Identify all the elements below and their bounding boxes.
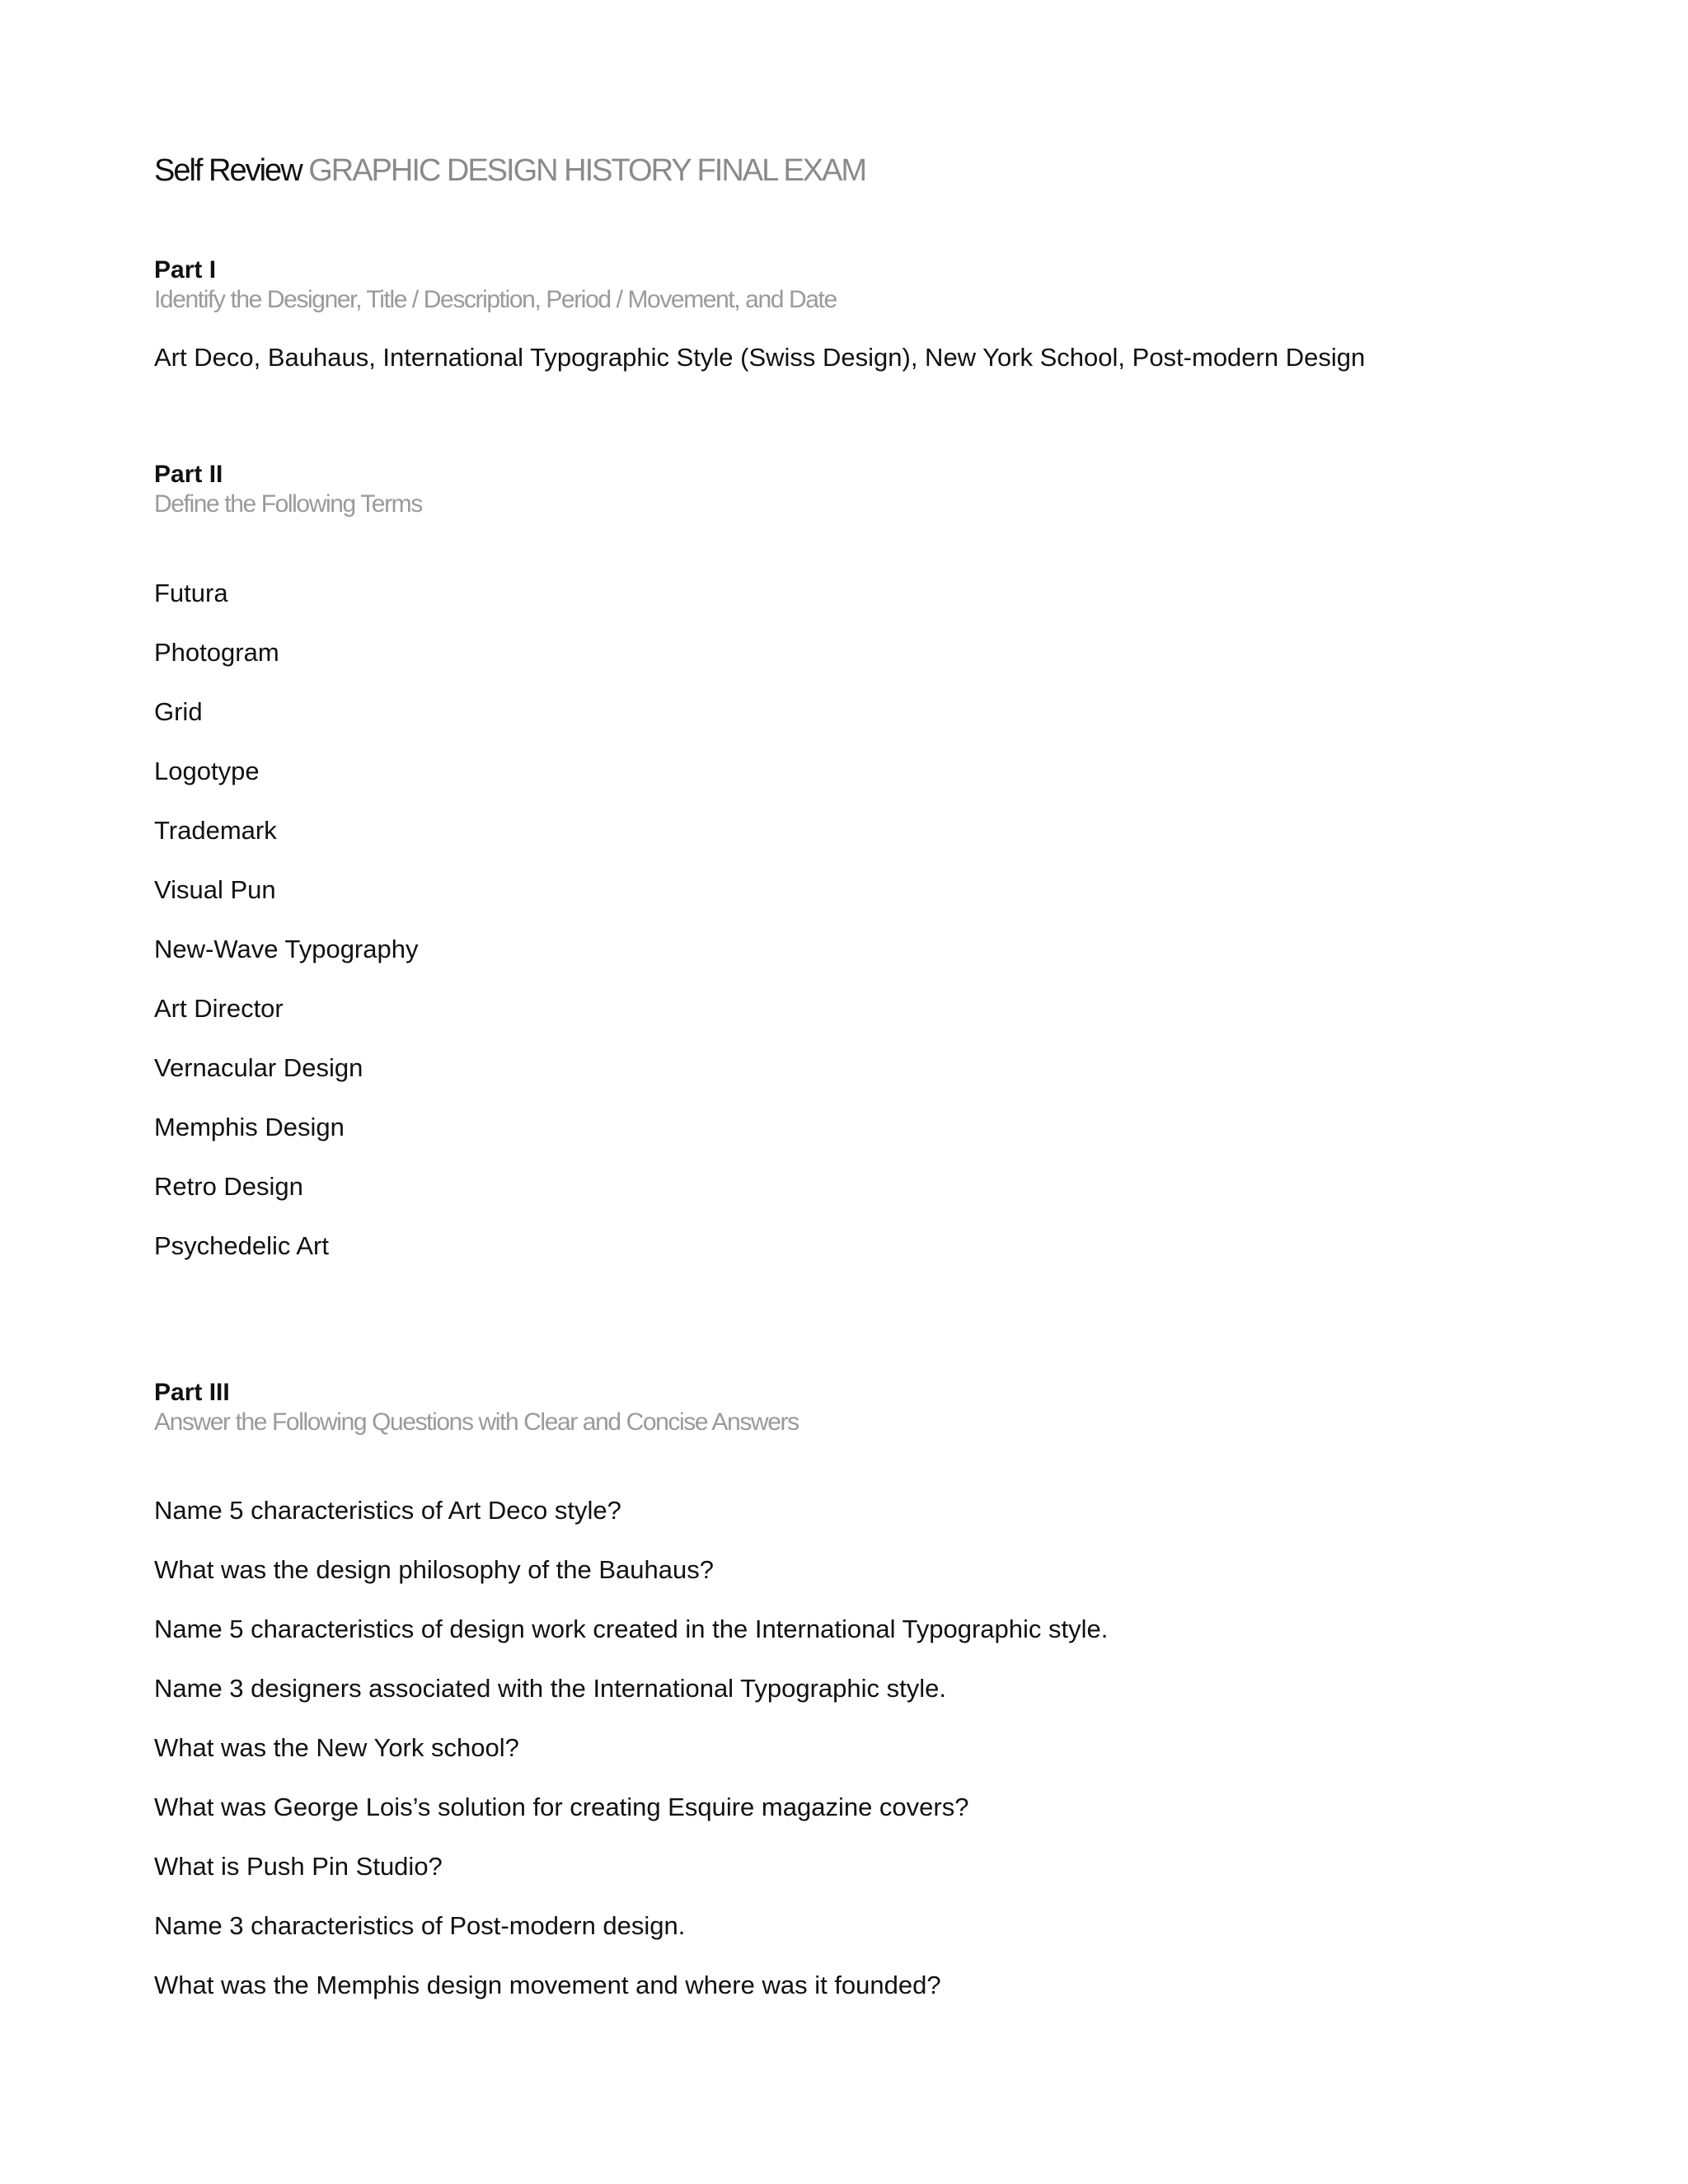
question-item: What was the New York school? <box>154 1733 519 1762</box>
question-item: Name 5 characteristics of design work created in the International Typographic style. <box>154 1615 1109 1643</box>
part2-heading: Part II <box>154 461 223 488</box>
part1-movements: Art Deco, Bauhaus, International Typographic Style (Swiss Design), New York School, Post-modern Design <box>154 343 1366 372</box>
term-item: Futura <box>154 579 228 607</box>
question-item: What was the design philosophy of the Bauhaus? <box>154 1555 715 1584</box>
question-item: Name 3 characteristics of Post-modern design. <box>154 1911 686 1940</box>
part1-subheading: Identify the Designer, Title / Description, Period / Movement, and Date <box>154 286 837 313</box>
term-item: Art Director <box>154 994 284 1023</box>
document-title <box>154 153 865 189</box>
term-item: Trademark <box>154 816 277 845</box>
part1-heading: Part I <box>154 256 217 284</box>
part2-subheading: Define the Following Terms <box>154 490 422 518</box>
title-main: GRAPHIC DESIGN HISTORY FINAL EXAM <box>308 153 866 188</box>
term-item: Visual Pun <box>154 875 276 904</box>
term-item: Photogram <box>154 638 279 667</box>
question-item: What was George Lois’s solution for creating Esquire magazine covers? <box>154 1793 969 1821</box>
question-item: What was the Memphis design movement and where was it founded? <box>154 1971 941 1999</box>
question-item: Name 3 designers associated with the International Typographic style. <box>154 1674 946 1703</box>
question-item: Name 5 characteristics of Art Deco style? <box>154 1496 621 1525</box>
term-item: New-Wave Typography <box>154 935 419 963</box>
question-item: What is Push Pin Studio? <box>154 1852 443 1881</box>
title-prefix: Self Review <box>154 153 302 188</box>
term-item: Logotype <box>154 757 260 785</box>
part3-heading: Part III <box>154 1379 230 1406</box>
term-item: Psychedelic Art <box>154 1231 329 1260</box>
term-item: Vernacular Design <box>154 1053 363 1082</box>
term-item: Retro Design <box>154 1172 303 1201</box>
term-item: Memphis Design <box>154 1113 345 1141</box>
part3-subheading: Answer the Following Questions with Clear and Concise Answers <box>154 1408 799 1436</box>
document-page <box>154 0 1555 2184</box>
term-item: Grid <box>154 697 203 726</box>
